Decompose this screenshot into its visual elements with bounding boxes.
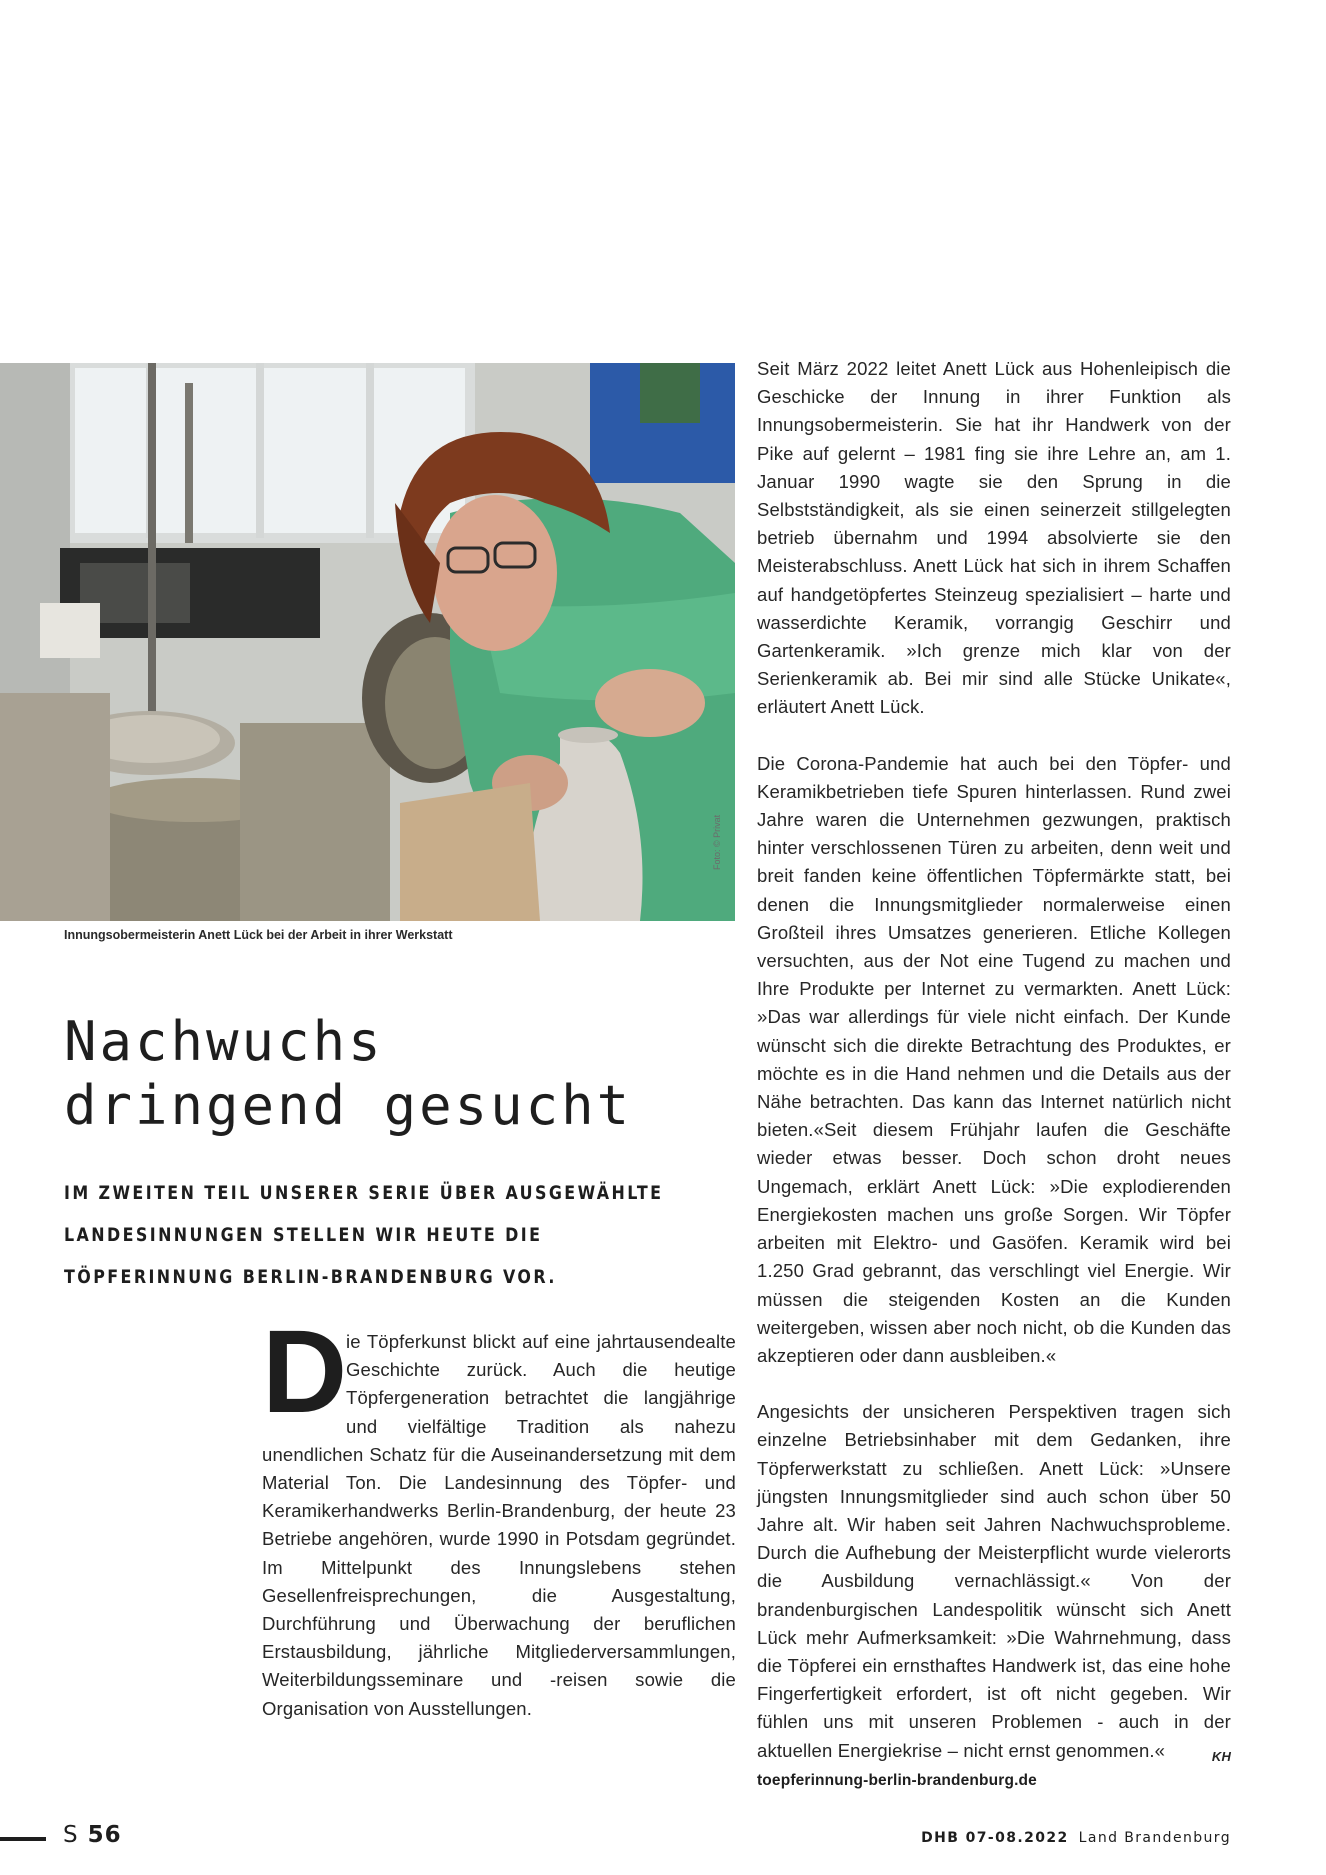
page-number-value: 56 [87, 1822, 122, 1848]
paragraph-3: Angesichts der unsicheren Perspektiven tragen sich einzelne Betriebsinhaber mit dem Gedanken, ihre Töpferwerkstatt zu schließen. Anett Lück: »Unsere jüngsten Innungsmitglieder sind auch schon über 50 Jahre alt. Wir haben seit Jahren Nachwuchsprobleme. Durch die Aufhebung der Meisterpflicht wurde vielerorts die Ausbildung vernachlässigt.« Von der brandenburgischen Landespolitik wünscht sich Anett Lück mehr Aufmerksamkeit: »Die Wahrnehmung, dass die Töpferei ein ernsthaftes Handwerk ist, das eine hohe Fingerfertigkeit erfordert, ist oft nicht gegeben. Wir fühlen uns mit unseren Problemen - auch in der aktuellen Energiekrise – nicht ernst genommen.« [757, 1401, 1231, 1761]
issue-label: DHB 07-08.2022 [921, 1830, 1069, 1846]
website-link[interactable]: toepferinnung-berlin-brandenburg.de [757, 1771, 1037, 1789]
footer-rule [0, 1837, 46, 1841]
article-column-left [262, 1306, 736, 1723]
headline-line-2: dringend gesucht [64, 1074, 633, 1137]
photo-credit: Foto: © Privat [712, 814, 722, 870]
page-prefix: S [63, 1822, 78, 1848]
headline-line-1: Nachwuchs [64, 1010, 384, 1073]
intro-text: ie Töpferkunst blickt auf eine jahrtausendealte Geschichte zurück. Auch die heutige Töpfergeneration betrachtet die langjährige und vielfältige Tradition als nahezu unendlichen Schatz für die Auseinandersetzung mit dem Material Ton. Die Landesinnung des Töpfer- und Keramikerhandwerks Berlin-Brandenburg, der heute 23 Betriebe angehören, wurde 1990 in Potsdam gegründet. Im Mittelpunkt des Innungslebens stehen Gesellenfreisprechungen, die Ausgestaltung, Durchführung und Überwachung der beruflichen Erstausbildung, jährliche Mitgliederversammlungen, Weiterbildungsseminare und -reisen sowie die Organisation von Ausstellungen. [262, 1331, 736, 1719]
article-subhead: IM ZWEITEN TEIL UNSERER SERIE ÜBER AUSGEWÄHLTE LANDESINNUNGEN STELLEN WIR HEUTE DIE TÖPFERINNUNG BERLIN-BRANDENBURG VOR. [64, 1182, 664, 1288]
region-label: Land Brandenburg [1078, 1830, 1231, 1846]
article-headline [64, 1010, 632, 1138]
photo-caption: Innungsobermeisterin Anett Lück bei der Arbeit in ihrer Werkstatt [64, 928, 453, 942]
article-column-right [757, 355, 1231, 1795]
page-number [63, 1822, 122, 1848]
article-photo [0, 363, 735, 921]
paragraph-1: Seit März 2022 leitet Anett Lück aus Hohenleipisch die Geschicke der Innung in ihrer Funktion als Innungsobermeisterin. Sie hat ihr Handwerk von der Pike auf gelernt – 1981 fing sie ihre Lehre an, am 1. Januar 1990 wagte sie den Sprung in die Selbstständigkeit, als sie einen seinerzeit stillgelegten betrieb übernahm und 1994 absolvierte sie den Meisterabschluss. Anett Lück hat sich in ihrem Schaffen auf handgetöpfertes Steinzeug spezialisiert – harte und wasserdichte Keramik, vorrangig Geschirr und Gartenkeramik. »Ich grenze mich klar von der Serienkeramik ab. Bei mir sind alle Stücke Unikate«, erläutert Anett Lück. [757, 358, 1231, 718]
footer-issue-info [921, 1830, 1231, 1846]
paragraph-3-wrapper [757, 1398, 1231, 1765]
paragraph-2: Die Corona-Pandemie hat auch bei den Töpfer- und Keramikbetrieben tiefe Spuren hinterlassen. Rund zwei Jahre waren die Unternehmen gezwungen, praktisch hinter verschlossenen Türen zu arbeiten, denn weit und breit fanden keine öffentlichen Töpfermärkte statt, bei denen die Innungsmitglieder normalerweise einen Großteil ihres Umsatzes generieren. Etliche Kollegen versuchten, aus der Not eine Tugend zu machen und Ihre Produkte per Internet zu vermarkten. Anett Lück: »Das war allerdings für viele nicht einfach. Der Kunde wünscht sich die direkte Betrachtung des Produktes, er möchte es in die Hand nehmen und die Details aus der Nähe betrachten. Das kann das Internet natürlich nicht bieten.«Seit diesem Frühjahr laufen die Geschäfte wieder etwas besser. Doch schon droht neues Ungemach, erklärt Anett Lück: »Die explodierenden Energiekosten machen uns große Sorgen. Wir Töpfer arbeiten mit Elektro- und Gasöfen. Keramik wird bei 1.250 Grad gebrannt, das verschlingt viel Energie. Wir müssen die steigenden Kosten an die Kunden weitergeben, wissen aber noch nicht, ob die Kunden das akzeptieren oder dann ausbleiben.« [757, 752, 1231, 1366]
author-initials: KH [1211, 1748, 1231, 1764]
intro-paragraph [262, 1306, 736, 1723]
workshop-photo-illustration [0, 363, 735, 921]
drop-cap: D [262, 1306, 348, 1438]
